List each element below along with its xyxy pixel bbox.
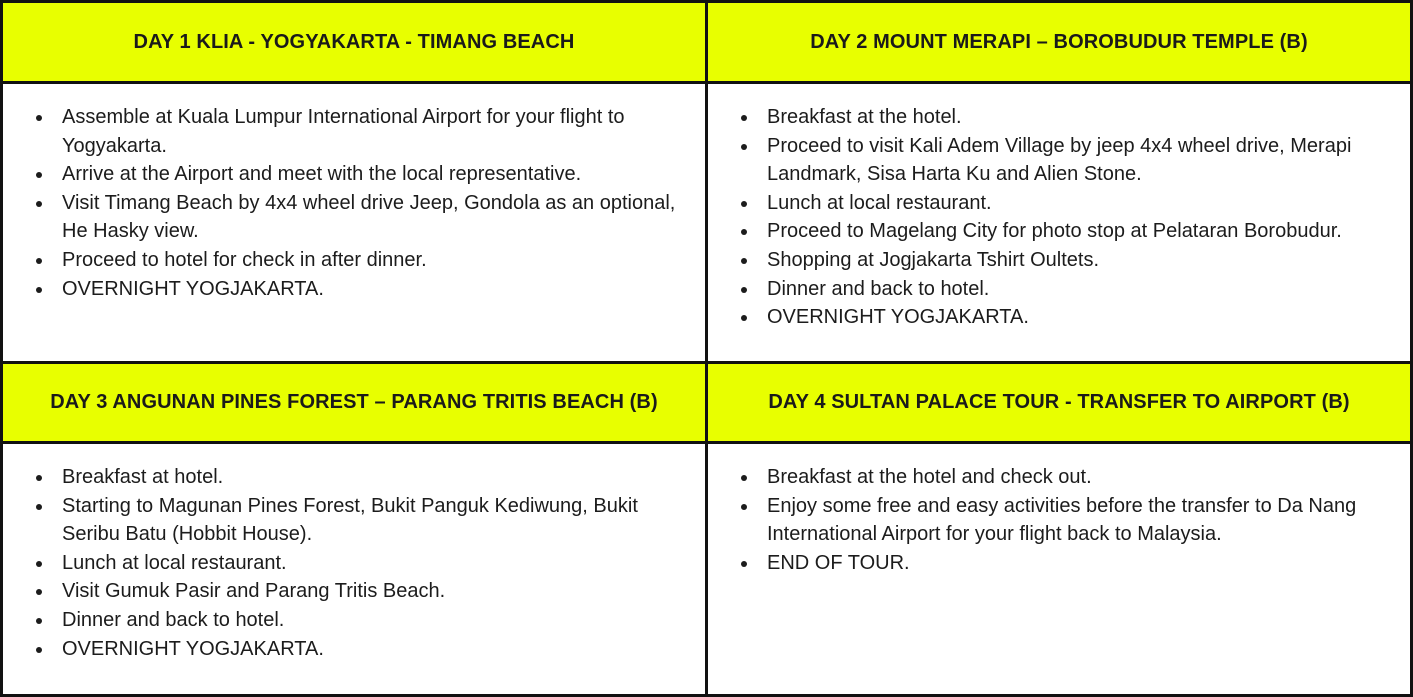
list-item: Assemble at Kuala Lumpur International Airport for your flight to Yogyakarta. bbox=[35, 103, 681, 160]
bullet-icon bbox=[741, 201, 747, 207]
list-item: Lunch at local restaurant. bbox=[740, 189, 1386, 218]
bullet-icon bbox=[36, 172, 42, 178]
day-2-header bbox=[705, 0, 1413, 84]
bullet-icon bbox=[741, 475, 747, 481]
list-item: OVERNIGHT YOGJAKARTA. bbox=[35, 635, 681, 664]
list-item: Shopping at Jogjakarta Tshirt Oultets. bbox=[740, 246, 1386, 275]
list-item: Proceed to hotel for check in after dinner. bbox=[35, 246, 681, 275]
day-2-details bbox=[705, 81, 1413, 364]
bullet-icon bbox=[36, 258, 42, 264]
bullet-icon bbox=[741, 561, 747, 567]
bullet-icon bbox=[36, 647, 42, 653]
list-item: Proceed to Magelang City for photo stop at Pelataran Borobudur. bbox=[740, 217, 1386, 246]
list-item: Visit Timang Beach by 4x4 wheel drive Jeep, Gondola as an optional, He Hasky view. bbox=[35, 189, 681, 246]
list-item: Visit Gumuk Pasir and Parang Tritis Beach. bbox=[35, 577, 681, 606]
day-1-title: DAY 1 KLIA - YOGYAKARTA - TIMANG BEACH bbox=[133, 30, 575, 53]
list-item: Breakfast at the hotel and check out. bbox=[740, 463, 1386, 492]
day-4-header bbox=[705, 361, 1413, 444]
list-item: Dinner and back to hotel. bbox=[35, 606, 681, 635]
day-2-title: DAY 2 MOUNT MERAPI – BOROBUDUR TEMPLE (B) bbox=[810, 30, 1308, 53]
day-4-activity-list bbox=[708, 444, 1410, 577]
day-2-activity-list bbox=[708, 84, 1410, 332]
list-item: OVERNIGHT YOGJAKARTA. bbox=[740, 303, 1386, 332]
bullet-icon bbox=[36, 561, 42, 567]
day-3-title: DAY 3 ANGUNAN PINES FOREST – PARANG TRITIS BEACH (B) bbox=[50, 391, 658, 413]
bullet-icon bbox=[36, 618, 42, 624]
bullet-icon bbox=[36, 287, 42, 293]
list-item: Arrive at the Airport and meet with the local representative. bbox=[35, 160, 681, 189]
list-item: Lunch at local restaurant. bbox=[35, 549, 681, 578]
bullet-icon bbox=[741, 504, 747, 510]
list-item: Proceed to visit Kali Adem Village by jeep 4x4 wheel drive, Merapi Landmark, Sisa Harta Ku and Alien Stone. bbox=[740, 132, 1386, 189]
day-4-details bbox=[705, 441, 1413, 697]
list-item: Enjoy some free and easy activities before the transfer to Da Nang International Airport for your flight back to Malaysia. bbox=[740, 492, 1386, 549]
bullet-icon bbox=[36, 504, 42, 510]
list-item: OVERNIGHT YOGJAKARTA. bbox=[35, 275, 681, 304]
list-item: Breakfast at the hotel. bbox=[740, 103, 1386, 132]
bullet-icon bbox=[741, 144, 747, 150]
list-item: END OF TOUR. bbox=[740, 549, 1386, 578]
list-item: Dinner and back to hotel. bbox=[740, 275, 1386, 304]
bullet-icon bbox=[741, 258, 747, 264]
bullet-icon bbox=[741, 115, 747, 121]
list-item: Breakfast at hotel. bbox=[35, 463, 681, 492]
bullet-icon bbox=[741, 315, 747, 321]
bullet-icon bbox=[741, 287, 747, 293]
bullet-icon bbox=[36, 115, 42, 121]
day-1-activity-list bbox=[3, 84, 705, 303]
day-4-title: DAY 4 SULTAN PALACE TOUR - TRANSFER TO AIRPORT (B) bbox=[768, 391, 1350, 413]
bullet-icon bbox=[36, 589, 42, 595]
day-3-details bbox=[0, 441, 708, 697]
list-item: Starting to Magunan Pines Forest, Bukit Panguk Kediwung, Bukit Seribu Batu (Hobbit House). bbox=[35, 492, 681, 549]
bullet-icon bbox=[36, 475, 42, 481]
bullet-icon bbox=[741, 229, 747, 235]
day-3-activity-list bbox=[3, 444, 705, 663]
bullet-icon bbox=[36, 201, 42, 207]
day-1-details bbox=[0, 81, 708, 364]
day-1-header bbox=[0, 0, 708, 84]
day-3-header bbox=[0, 361, 708, 444]
